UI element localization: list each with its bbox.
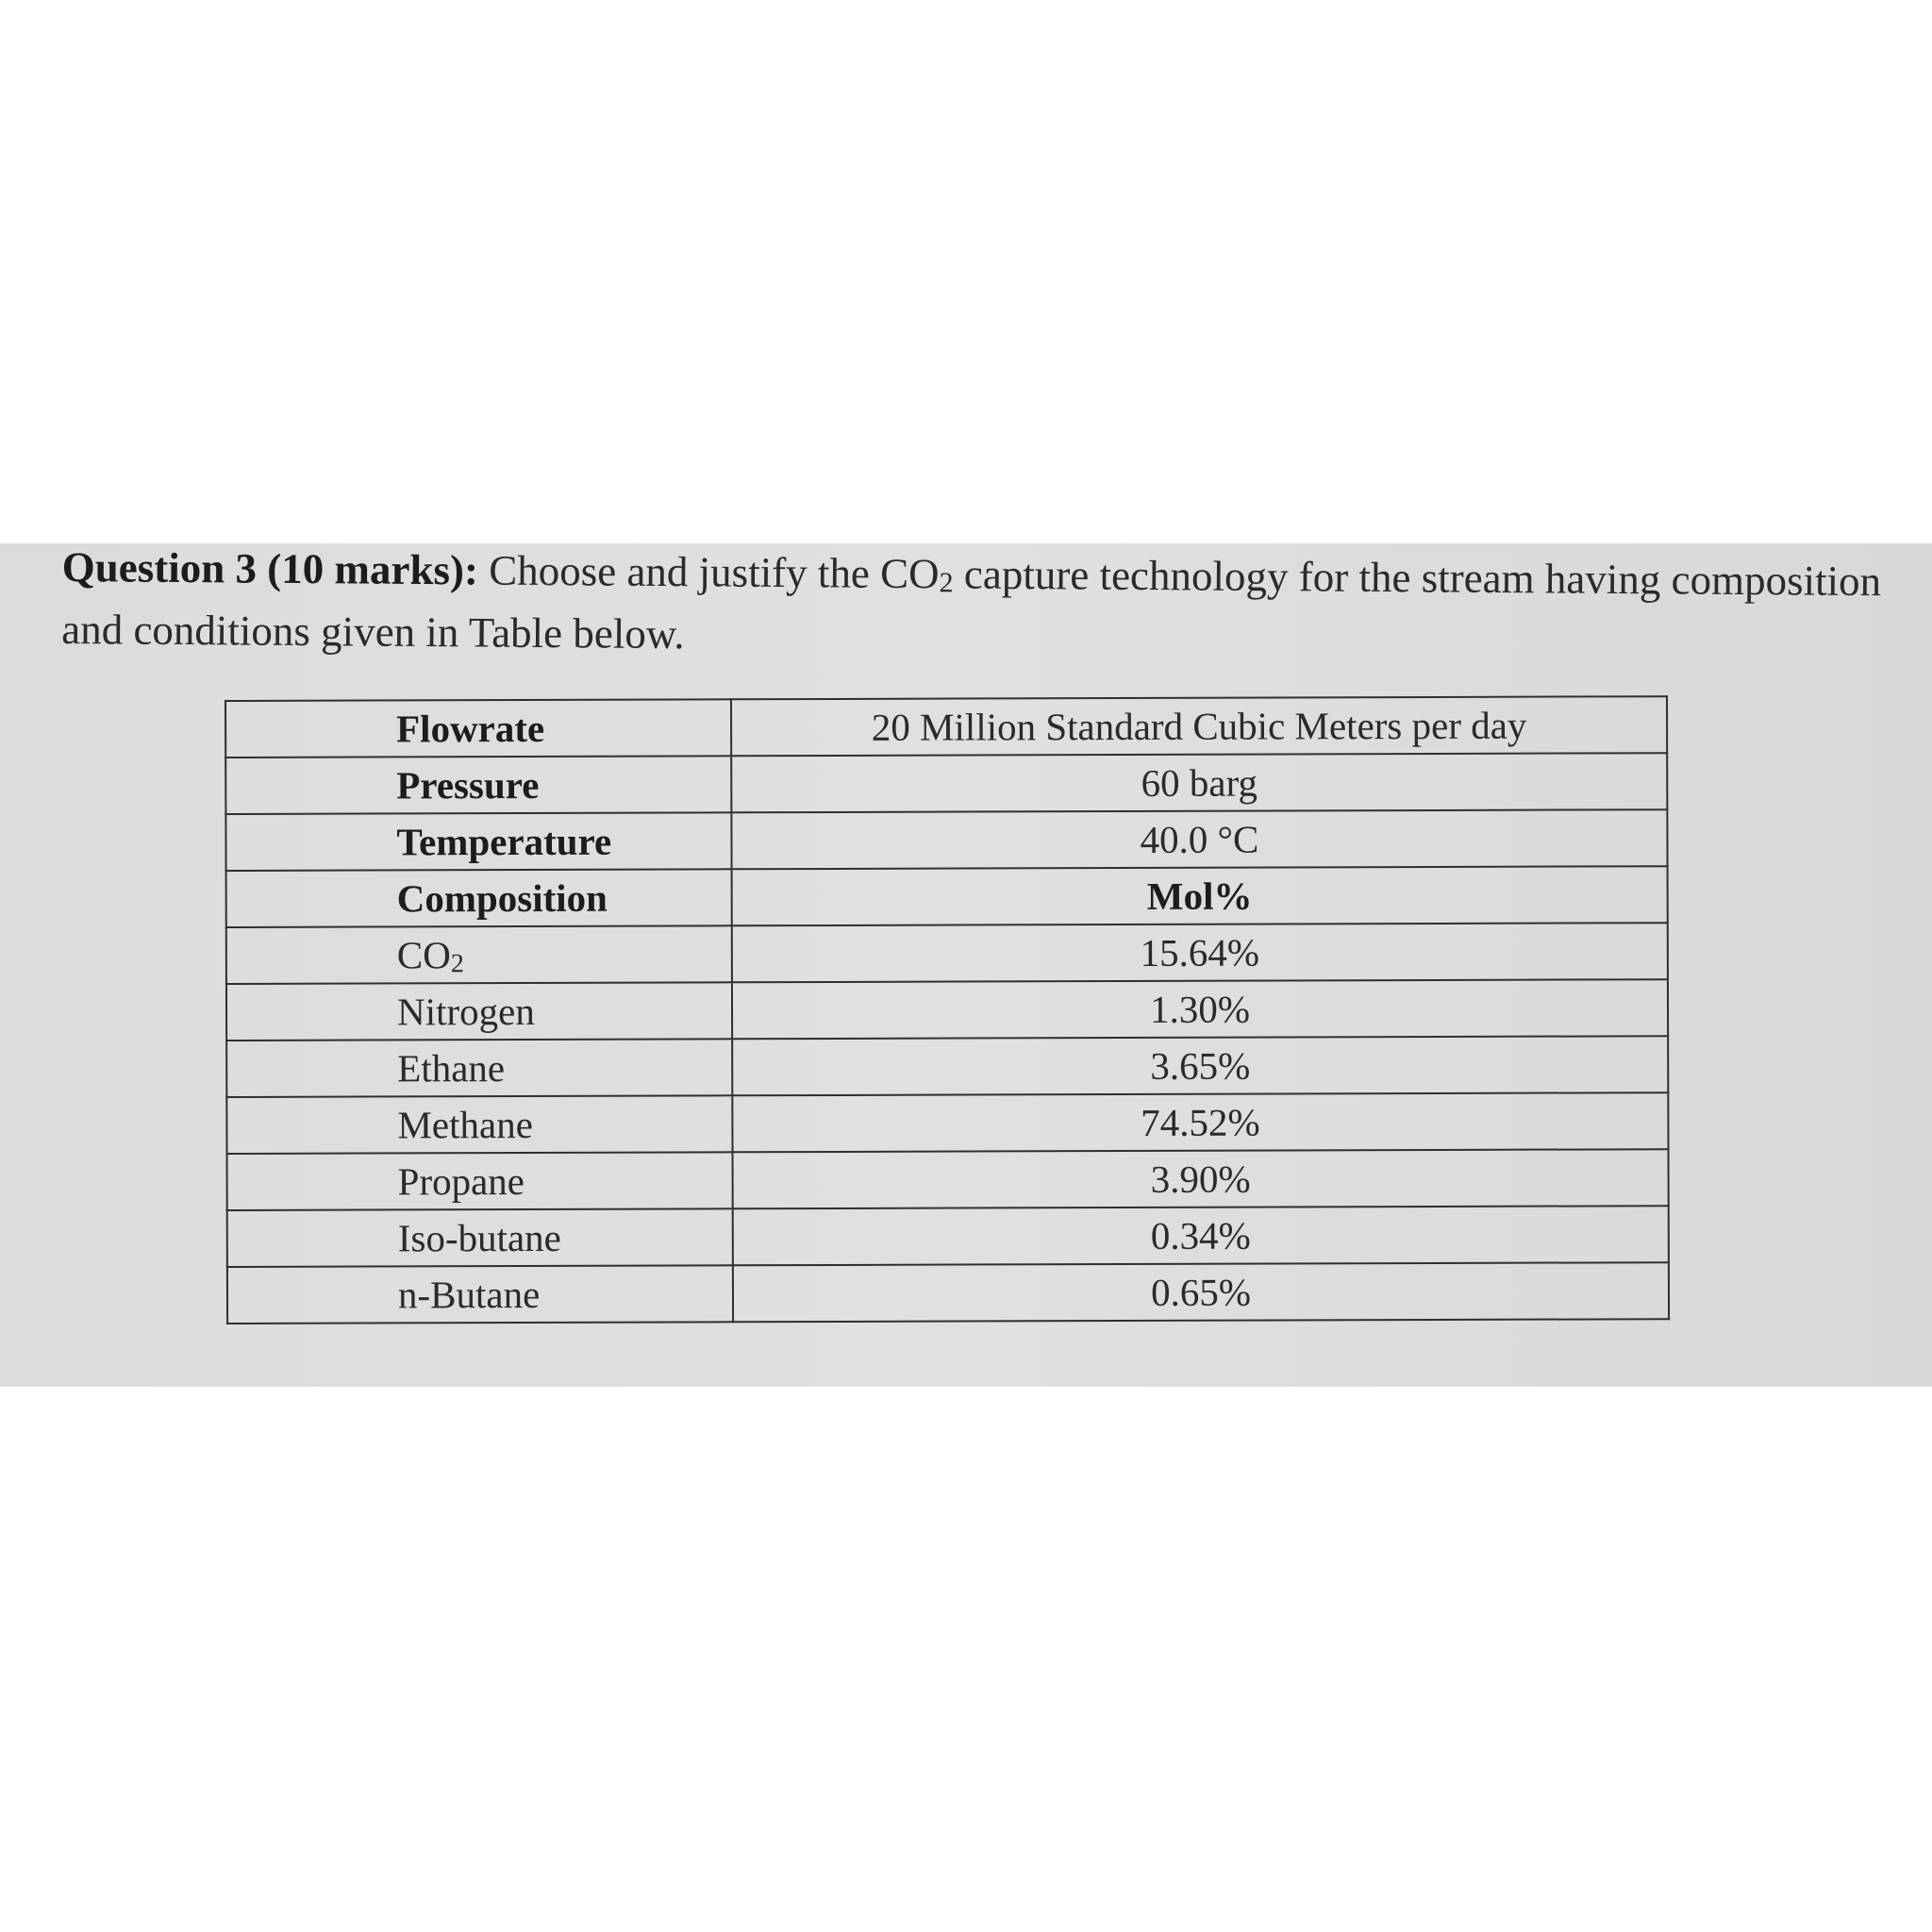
row-value: 0.34% <box>733 1206 1669 1265</box>
row-label: Pressure <box>225 756 731 814</box>
table-row-co2 <box>226 923 1668 984</box>
row-value: 3.90% <box>733 1149 1669 1208</box>
row-value: 60 barg <box>731 753 1667 812</box>
table-row-nitrogen <box>226 979 1668 1041</box>
row-value: 74.52% <box>732 1092 1668 1152</box>
table-row-temperature <box>225 809 1667 871</box>
row-label: Nitrogen <box>226 982 732 1041</box>
table-row-pressure <box>225 753 1667 814</box>
row-label: Composition <box>226 869 732 927</box>
table-row-iso-butane <box>227 1206 1669 1267</box>
row-value: Mol% <box>732 866 1668 925</box>
stream-conditions-table <box>225 695 1670 1324</box>
row-value: 15.64% <box>732 923 1668 982</box>
table-row-methane <box>226 1092 1668 1154</box>
row-value: 20 Million Standard Cubic Meters per day <box>731 696 1667 756</box>
row-label: Flowrate <box>225 699 731 758</box>
row-label: Iso-butane <box>227 1208 733 1267</box>
row-label: n-Butane <box>227 1265 733 1324</box>
table-row-flowrate <box>225 696 1667 758</box>
row-label <box>226 925 732 984</box>
question-formula-subscript: 2 <box>939 567 954 599</box>
row-label-subscript: 2 <box>450 949 464 979</box>
row-value: 1.30% <box>732 979 1668 1039</box>
row-value: 3.65% <box>732 1036 1668 1095</box>
row-label: Methane <box>226 1095 732 1154</box>
row-label: Temperature <box>225 812 731 871</box>
table-row-n-butane <box>227 1262 1669 1324</box>
question-text-part-2: capture technology for the stream having composition and conditions given in Table below. <box>61 550 1882 658</box>
question-text <box>61 536 1892 675</box>
row-value: 0.65% <box>733 1262 1669 1322</box>
table-row-propane <box>227 1149 1669 1210</box>
row-label-text: CO <box>396 933 451 977</box>
row-value: 40.0 °C <box>731 809 1667 869</box>
table-row-composition <box>226 866 1668 927</box>
question-heading: Question 3 (10 marks): <box>61 542 479 594</box>
row-label: Ethane <box>226 1039 732 1097</box>
question-text-part-1: Choose and justify the CO <box>489 546 940 598</box>
table-row-ethane <box>226 1036 1668 1097</box>
row-label: Propane <box>227 1152 733 1210</box>
